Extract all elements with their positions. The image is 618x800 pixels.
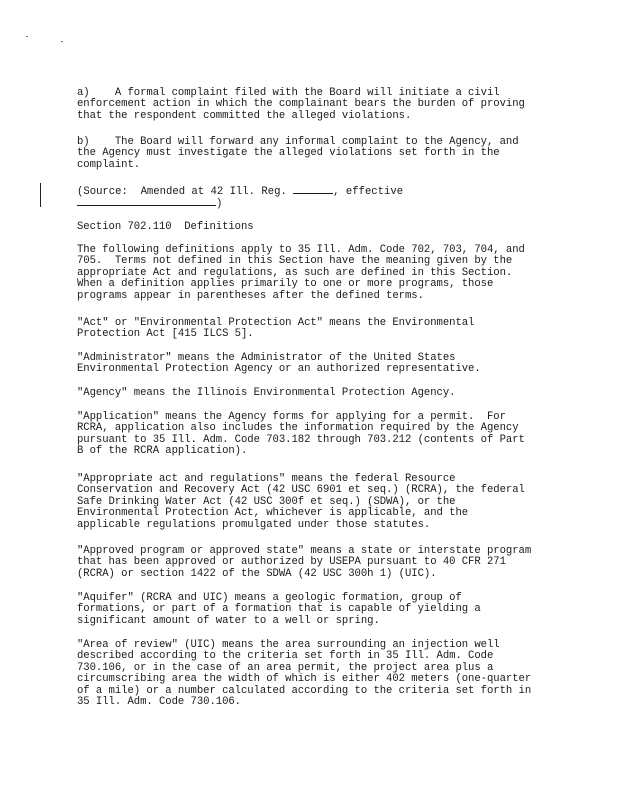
effective-date-blank (77, 197, 216, 206)
definition-agency: "Agency" means the Illinois Environmental Protection Agency. (77, 387, 456, 399)
definition-administrator: "Administrator" means the Administrator of the United States Environmental Protection Agency or an authorized representative. (77, 352, 481, 376)
definitions-intro: The following definitions apply to 35 Ill. Adm. Code 702, 703, 704, and 705. Terms not defined in this Section have the meaning given by the appropriate Act and regulations, as such are defined in this Section. When a definition applies primarily to one or more programs, those programs appear in parentheses after the defined terms. (77, 244, 525, 302)
section-heading: Section 702.110 Definitions (77, 221, 254, 233)
scan-speck (61, 41, 63, 42)
source-note-prefix: (Source: Amended at 42 Ill. Reg. (77, 186, 294, 198)
source-note-close: ) (216, 198, 223, 210)
definition-approved-program: "Approved program or approved state" means a state or interstate program that has been approved or authorized by USEPA pursuant to 40 CFR 271 (RCRA) or section 1422 of the SDWA (42 USC 300h 1) (UIC). (77, 545, 532, 580)
definition-aquifer: "Aquifer" (RCRA and UIC) means a geologic formation, group of formations, or part of a formation that is capable of yielding a significant amount of water to a well or spring. (77, 592, 481, 627)
revision-change-bar (40, 183, 41, 207)
scan-speck (26, 36, 28, 37)
definition-area-of-review: "Area of review" (UIC) means the area surrounding an injection well described according to the criteria set forth in 35 Ill. Adm. Code 730.106, or in the case of an area permit, the project area plus a circumscribing area the width of which is either 402 meters (one-quarter of a mile) or a number calculated according to the criteria set forth in 35 Ill. Adm. Code 730.106. (77, 639, 532, 709)
definition-application: "Application" means the Agency forms for applying for a permit. For RCRA, application also includes the information required by the Agency pursuant to 35 Ill. Adm. Code 703.182 through 703.212 (contents of Part B of the RCRA application). (77, 411, 525, 458)
subsection-a: a) A formal complaint filed with the Board will initiate a civil enforcement action in which the complainant bears the burden of proving that the respondent committed the alleged violations. (77, 87, 525, 122)
source-note-effective: , effective (333, 186, 404, 198)
register-page-blank (293, 185, 333, 194)
definition-appropriate-act: "Appropriate act and regulations" means the federal Resource Conservation and Recovery Act (42 USC 6901 et seq.) (RCRA), the federal Safe Drinking Water Act (42 USC 300f et seq.) (SDWA), or the Environmental Protection Act, whichever is applicable, and the applicable regulations promulgated under those statutes. (77, 473, 525, 531)
source-note-line-2 (77, 197, 545, 210)
subsection-b: b) The Board will forward any informal complaint to the Agency, and the Agency must investigate the alleged violations set forth in the complaint. (77, 136, 519, 171)
definition-act: "Act" or "Environmental Protection Act" means the Environmental Protection Act [415 ILCS 5]. (77, 317, 475, 341)
